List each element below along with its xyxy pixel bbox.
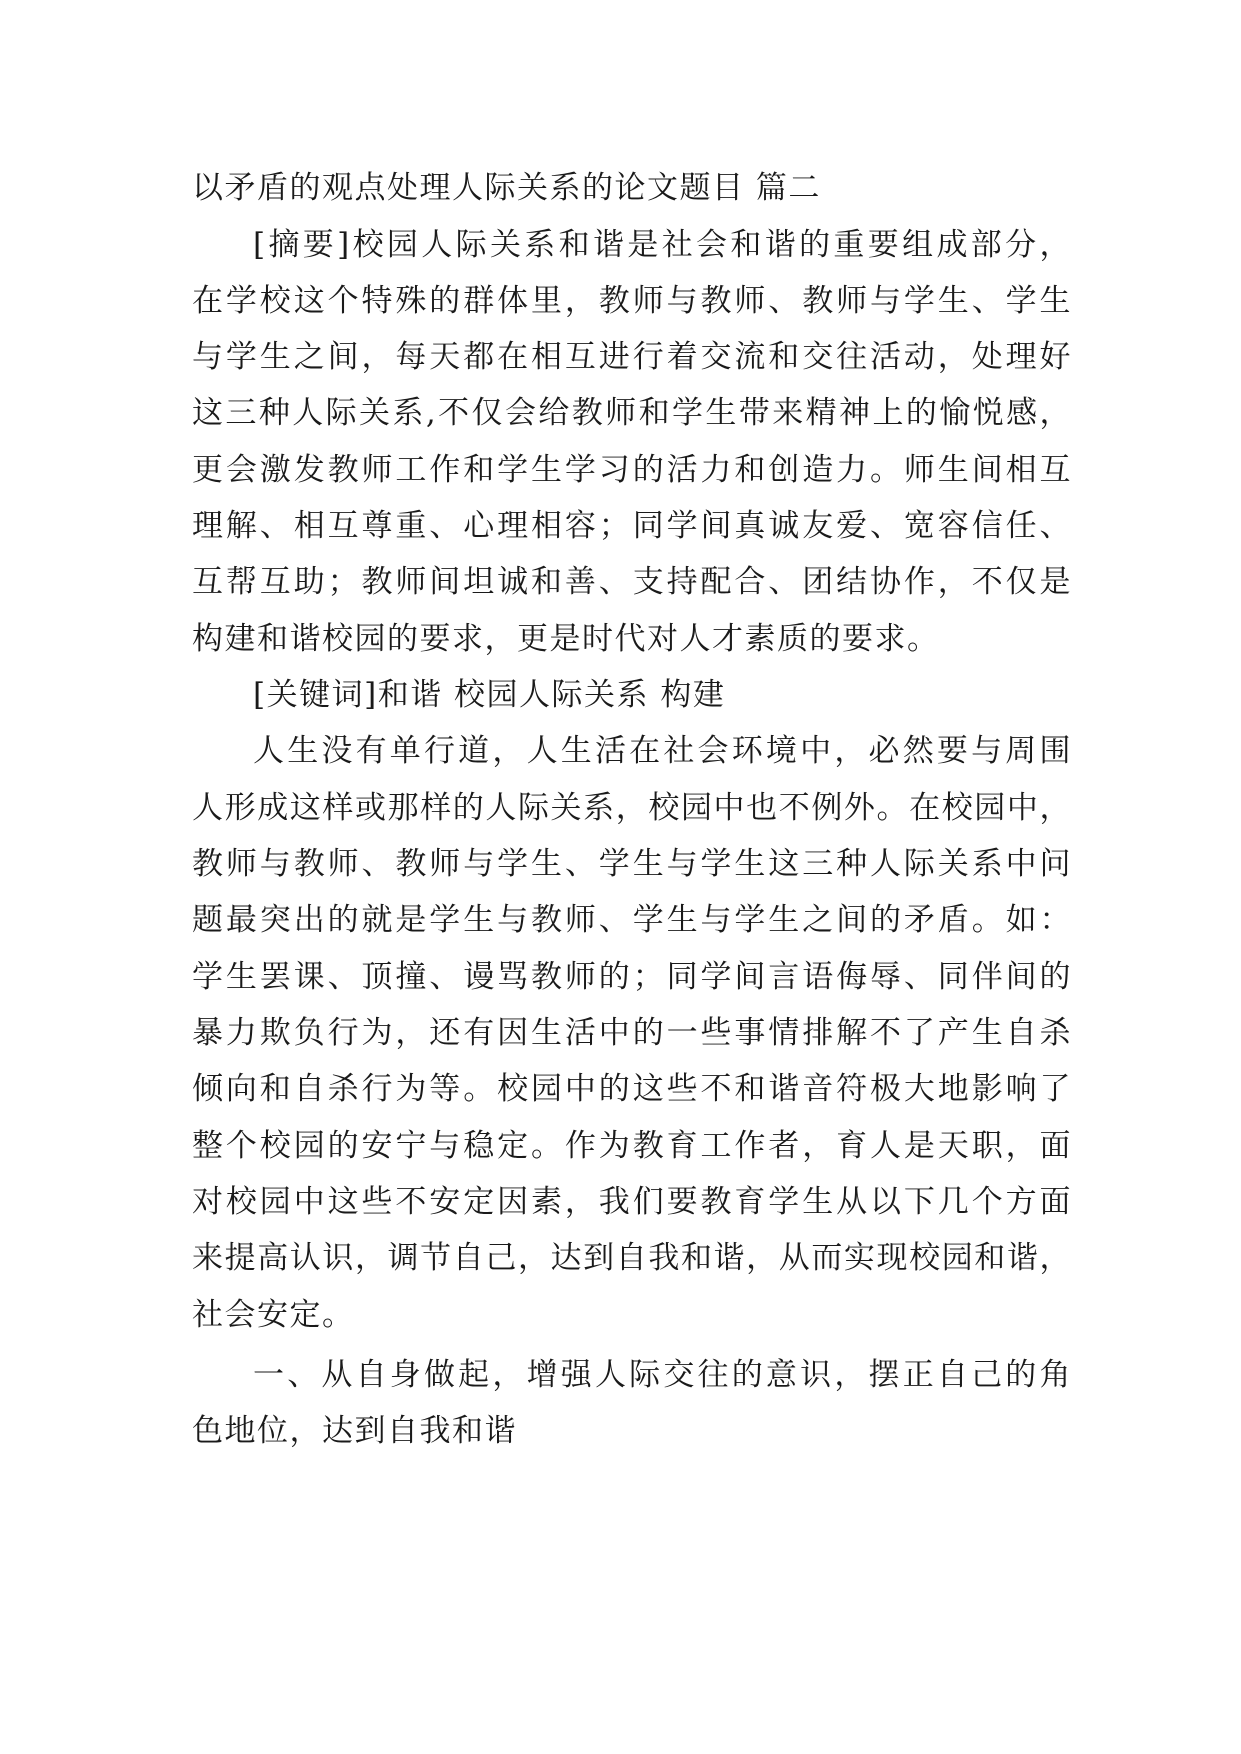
body-line: 题最突出的就是学生与教师、学生与学生之间的矛盾。如： xyxy=(192,902,1072,938)
abstract-line: 理解、相互尊重、心理相容；同学间真诚友爱、宽容信任、 xyxy=(192,508,1072,544)
keywords-line: [关键词]和谐 校园人际关系 构建 xyxy=(253,677,726,713)
abstract-line: 在学校这个特殊的群体里，教师与教师、教师与学生、学生 xyxy=(192,283,1072,319)
body-line: 倾向和自杀行为等。校园中的这些不和谐音符极大地影响了 xyxy=(192,1071,1072,1107)
abstract-line: 构建和谐校园的要求，更是时代对人才素质的要求。 xyxy=(192,621,940,657)
document-title: 以矛盾的观点处理人际关系的论文题目 篇二 xyxy=(192,170,821,206)
body-line: 来提高认识，调节自己，达到自我和谐，从而实现校园和谐， xyxy=(192,1240,1072,1276)
abstract-line: 与学生之间，每天都在相互进行着交流和交往活动，处理好 xyxy=(192,339,1072,375)
body-line: 对校园中这些不安定因素，我们要教育学生从以下几个方面 xyxy=(192,1184,1072,1220)
abstract-line: [摘要]校园人际关系和谐是社会和谐的重要组成部分， xyxy=(253,227,1072,263)
body-line: 学生罢课、顶撞、谩骂教师的；同学间言语侮辱、同伴间的 xyxy=(192,959,1072,995)
body-line: 教师与教师、教师与学生、学生与学生这三种人际关系中问 xyxy=(192,846,1072,882)
section-heading-line: 色地位，达到自我和谐 xyxy=(192,1413,517,1449)
body-line: 暴力欺负行为，还有因生活中的一些事情排解不了产生自杀 xyxy=(192,1015,1072,1051)
body-line: 社会安定。 xyxy=(192,1297,355,1333)
abstract-line: 互帮互助；教师间坦诚和善、支持配合、团结协作，不仅是 xyxy=(192,564,1072,600)
abstract-line: 更会激发教师工作和学生学习的活力和创造力。师生间相互 xyxy=(192,452,1072,488)
abstract-line: 这三种人际关系,不仅会给教师和学生带来精神上的愉悦感， xyxy=(192,395,1072,431)
body-line: 人生没有单行道，人生活在社会环境中，必然要与周围 xyxy=(253,733,1072,769)
section-heading-line: 一、从自身做起，增强人际交往的意识，摆正自己的角 xyxy=(253,1357,1072,1393)
body-line: 整个校园的安宁与稳定。作为教育工作者，育人是天职，面 xyxy=(192,1128,1072,1164)
body-line: 人形成这样或那样的人际关系，校园中也不例外。在校园中， xyxy=(192,790,1072,826)
